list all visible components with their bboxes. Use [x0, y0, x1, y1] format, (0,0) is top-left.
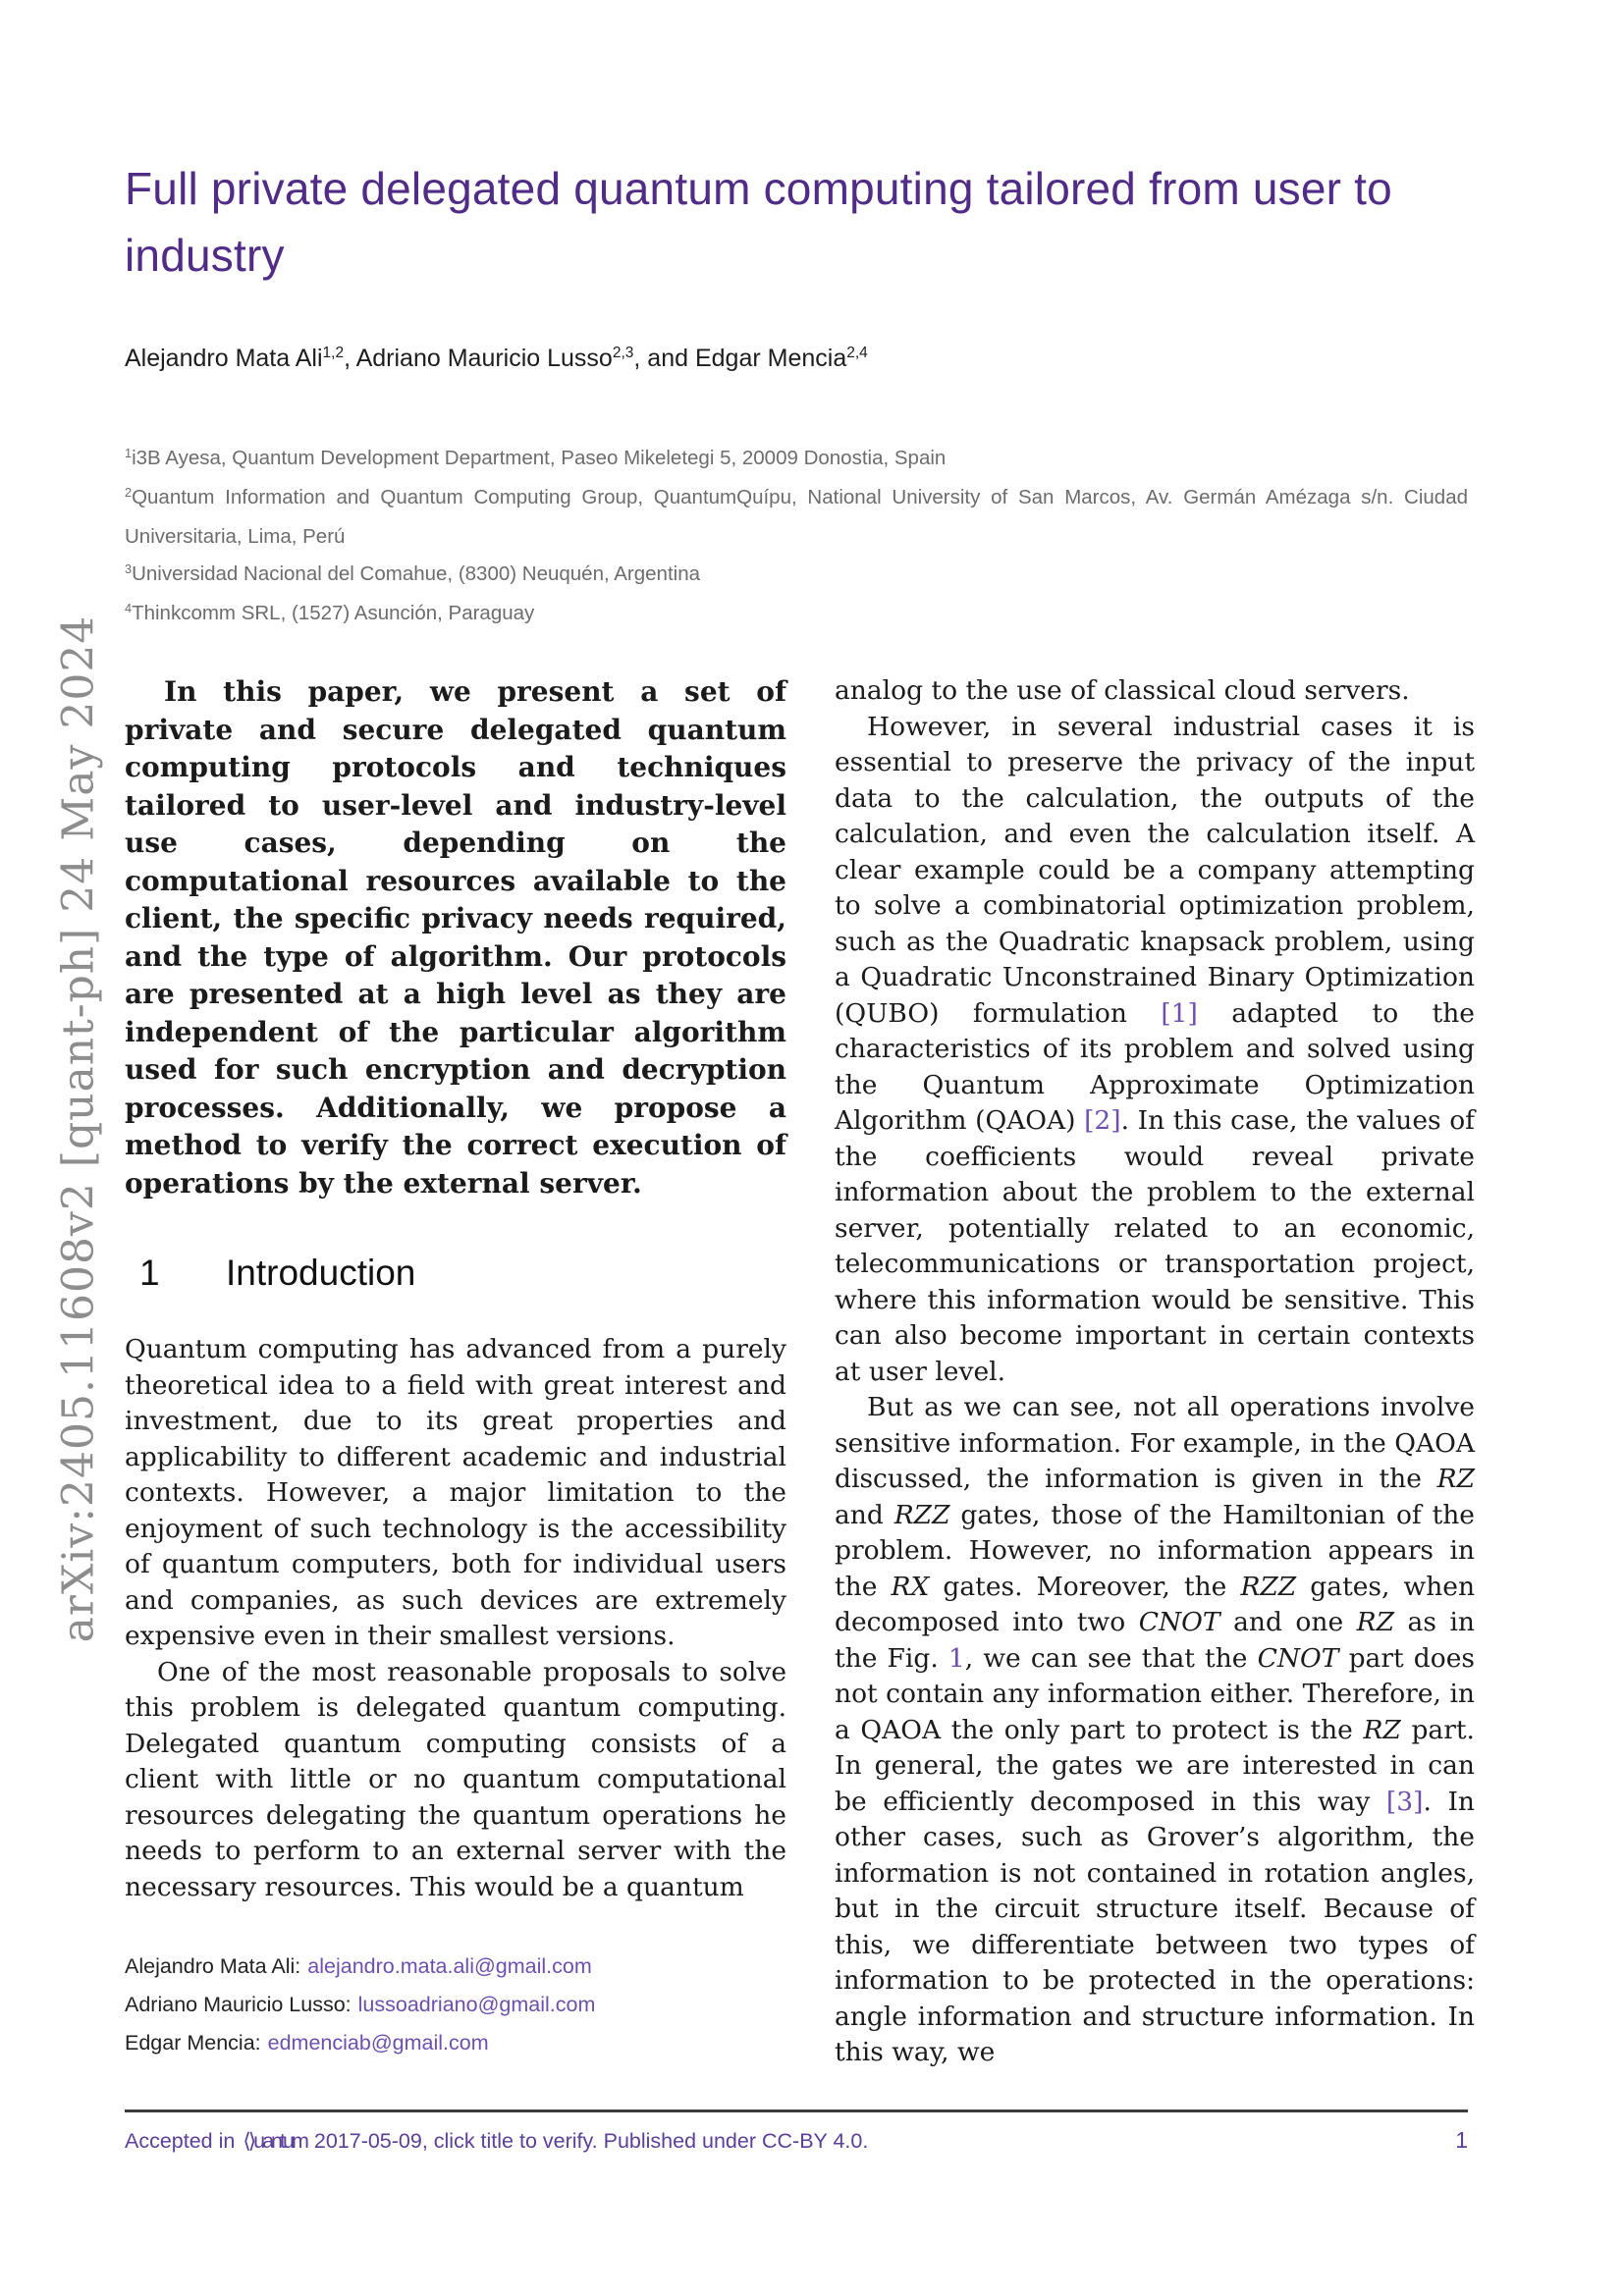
footnote-author-name: Alejandro Mata Ali:: [125, 1954, 301, 1978]
email-link[interactable]: alejandro.mata.ali@gmail.com: [307, 1954, 592, 1978]
author-separator: ,: [344, 345, 356, 372]
math-term: CNOT: [1138, 1607, 1220, 1637]
intro-paragraph-5: [835, 1390, 1475, 2071]
text-segment: gates, when decomposed into two: [835, 1571, 1476, 1637]
text-segment: part. In general, the gates we are interested in can be efficiently decomposed in this way: [835, 1714, 1475, 1817]
text-segment: , we can see that the: [964, 1642, 1258, 1674]
section-number: 1: [139, 1253, 160, 1293]
acceptance-note[interactable]: [125, 2129, 868, 2154]
footnote-row: [125, 1986, 595, 2024]
footer: [125, 2127, 1468, 2154]
math-term: RX: [891, 1571, 930, 1602]
paper-title[interactable]: Full private delegated quantum computing tailored from user to industry: [125, 163, 1392, 281]
affiliation-number: 1: [125, 446, 133, 461]
affiliation-text: Universidad Nacional del Comahue, (8300) Neuquén, Argentina: [132, 562, 700, 585]
section-title: Introduction: [226, 1253, 416, 1293]
math-term: CNOT: [1257, 1642, 1339, 1674]
intro-paragraph-1: Quantum computing has advanced from a purely theoretical idea to a field with great interest and investment, due to its great properties and applicability to different academic and industrial contexts. However, a major limitation to the enjoyment of such technology is the accessibility of quantum computers, both for individual users and companies, as such devices are extremely expensive even in their smallest versions.: [125, 1334, 786, 1651]
author-affil-sup: 2,3: [612, 345, 634, 362]
affiliation-item: [125, 440, 1468, 479]
footer-divider: [125, 2109, 1468, 2112]
footnote-row: [125, 2024, 595, 2062]
math-term: RZ: [1436, 1464, 1475, 1494]
intro-paragraph-4: [835, 710, 1475, 1391]
citation-ref[interactable]: 1: [947, 1642, 965, 1674]
email-link[interactable]: edmenciab@gmail.com: [267, 2031, 489, 2055]
citation-ref[interactable]: [3]: [1385, 1786, 1424, 1817]
affiliation-text: i3B Ayesa, Quantum Development Department, Paseo Mikeletegi 5, 20009 Donostia, Spain: [132, 447, 947, 469]
email-link[interactable]: lussoadriano@gmail.com: [357, 1993, 596, 2016]
author-name: Alejandro Mata Ali: [125, 345, 323, 372]
affiliation-number: 3: [125, 561, 133, 577]
text-segment: . In this case, the values of the coefficients would reveal private information about the problem to the external server, potentially related to an economic, telecommunications or transportation project, where this information would be sensitive. This can also become important in certain contexts at user level.: [835, 1105, 1475, 1387]
left-column-body: [125, 1332, 786, 1905]
text-segment: as in the Fig.: [835, 1607, 1475, 1674]
citation-ref[interactable]: [2]: [1084, 1105, 1121, 1136]
intro-paragraph-3: analog to the use of classical cloud servers.: [835, 675, 1410, 706]
author-separator: , and: [633, 345, 695, 372]
author-name: Edgar Mencia: [694, 345, 847, 372]
text-segment: and one: [1219, 1607, 1357, 1637]
text-segment: . In other cases, such as Grover’s algorithm, the information is not contained in rotation angles, but in the circuit structure itself. Because of this, we differentiate between two types of information to be protected in the operations: angle information and structure information. In this way, we: [835, 1786, 1475, 2067]
math-term: RZZ: [1240, 1571, 1297, 1602]
affiliations-block: [125, 440, 1468, 634]
affiliation-text: Thinkcomm SRL, (1527) Asunción, Paraguay: [132, 602, 535, 624]
footnote-emails-block: [125, 1948, 595, 2062]
math-term: RZ: [1356, 1607, 1395, 1637]
acceptance-note-pre: Accepted in: [125, 2129, 236, 2153]
affiliation-item: [125, 595, 1468, 634]
affiliation-item: [125, 556, 1468, 595]
citation-ref[interactable]: [1]: [1161, 997, 1198, 1029]
section-heading-introduction: [125, 1253, 415, 1294]
footnote-row: [125, 1948, 595, 1986]
text-segment: However, in several industrial cases it is essential to preserve the privacy of the input data to the calculation, the outputs of the calculation, and even the calculation itself. A clear example could be a company attempting to solve a combinatorial optimization problem, such as the Quadratic knapsack problem, using a Quadratic Unconstrained Binary Optimization (QUBO) formulation: [835, 711, 1475, 1029]
arxiv-stamp: arXiv:2405.11608v2 [quant-ph] 24 May 2024: [53, 614, 104, 1643]
right-column-body: [835, 673, 1475, 2071]
acceptance-note-post: 2017-05-09, click title to verify. Published under CC-BY 4.0.: [313, 2129, 869, 2153]
affiliation-number: 2: [125, 485, 133, 501]
math-term: RZZ: [893, 1499, 950, 1530]
text-segment: gates, those of the Hamiltonian of the problem. However, no information appears in the: [835, 1499, 1475, 1602]
footnote-author-name: Adriano Mauricio Lusso:: [125, 1993, 352, 2016]
footnote-author-name: Edgar Mencia:: [125, 2031, 261, 2055]
author-name: Adriano Mauricio Lusso: [355, 345, 613, 372]
abstract-paragraph: In this paper, we present a set of private and secure delegated quantum computing protocols and techniques tailored to user-level and industry-level use cases, depending on the computational resources available to the client, the specific privacy needs required, and the type of algorithm. Our protocols are presented at a high level as they are independent of the particular algorithm used for such encryption and decryption processes. Additionally, we propose a method to verify the correct execution of operations by the external server.: [125, 675, 786, 1200]
authors-line: [125, 345, 868, 373]
quantum-journal-logo: ⟨⟩uantum: [243, 2129, 306, 2153]
text-segment: adapted to the characteristics of its problem and solved using the Quantum Approximate Optimization Algorithm (QAOA): [835, 997, 1475, 1136]
math-term: RZ: [1363, 1714, 1401, 1745]
text-segment: gates. Moreover, the: [929, 1571, 1241, 1602]
text-segment: and: [835, 1499, 894, 1530]
text-segment: part does not contain any information either. Therefore, in a QAOA the only part to protect is the: [835, 1642, 1475, 1745]
affiliation-item: [125, 479, 1468, 556]
page-number: 1: [1455, 2127, 1468, 2153]
intro-paragraph-2: One of the most reasonable proposals to solve this problem is delegated quantum computing. Delegated quantum computing consists of a client with little or no quantum computational resources delegating the quantum operations he needs to perform to an external server with the necessary resources. This would be a quantum: [125, 1656, 786, 1902]
affiliation-number: 4: [125, 601, 133, 616]
affiliation-text: Quantum Information and Quantum Computing Group, QuantumQuípu, National University of San Marcos, Av. Germán Amézaga s/n. Ciudad Universitaria, Lima, Perú: [125, 486, 1468, 548]
author-affil-sup: 1,2: [322, 345, 345, 362]
text-segment: But as we can see, not all operations involve sensitive information. For example, in the QAOA discussed, the information is given in the: [835, 1392, 1475, 1494]
author-affil-sup: 2,4: [846, 345, 868, 362]
